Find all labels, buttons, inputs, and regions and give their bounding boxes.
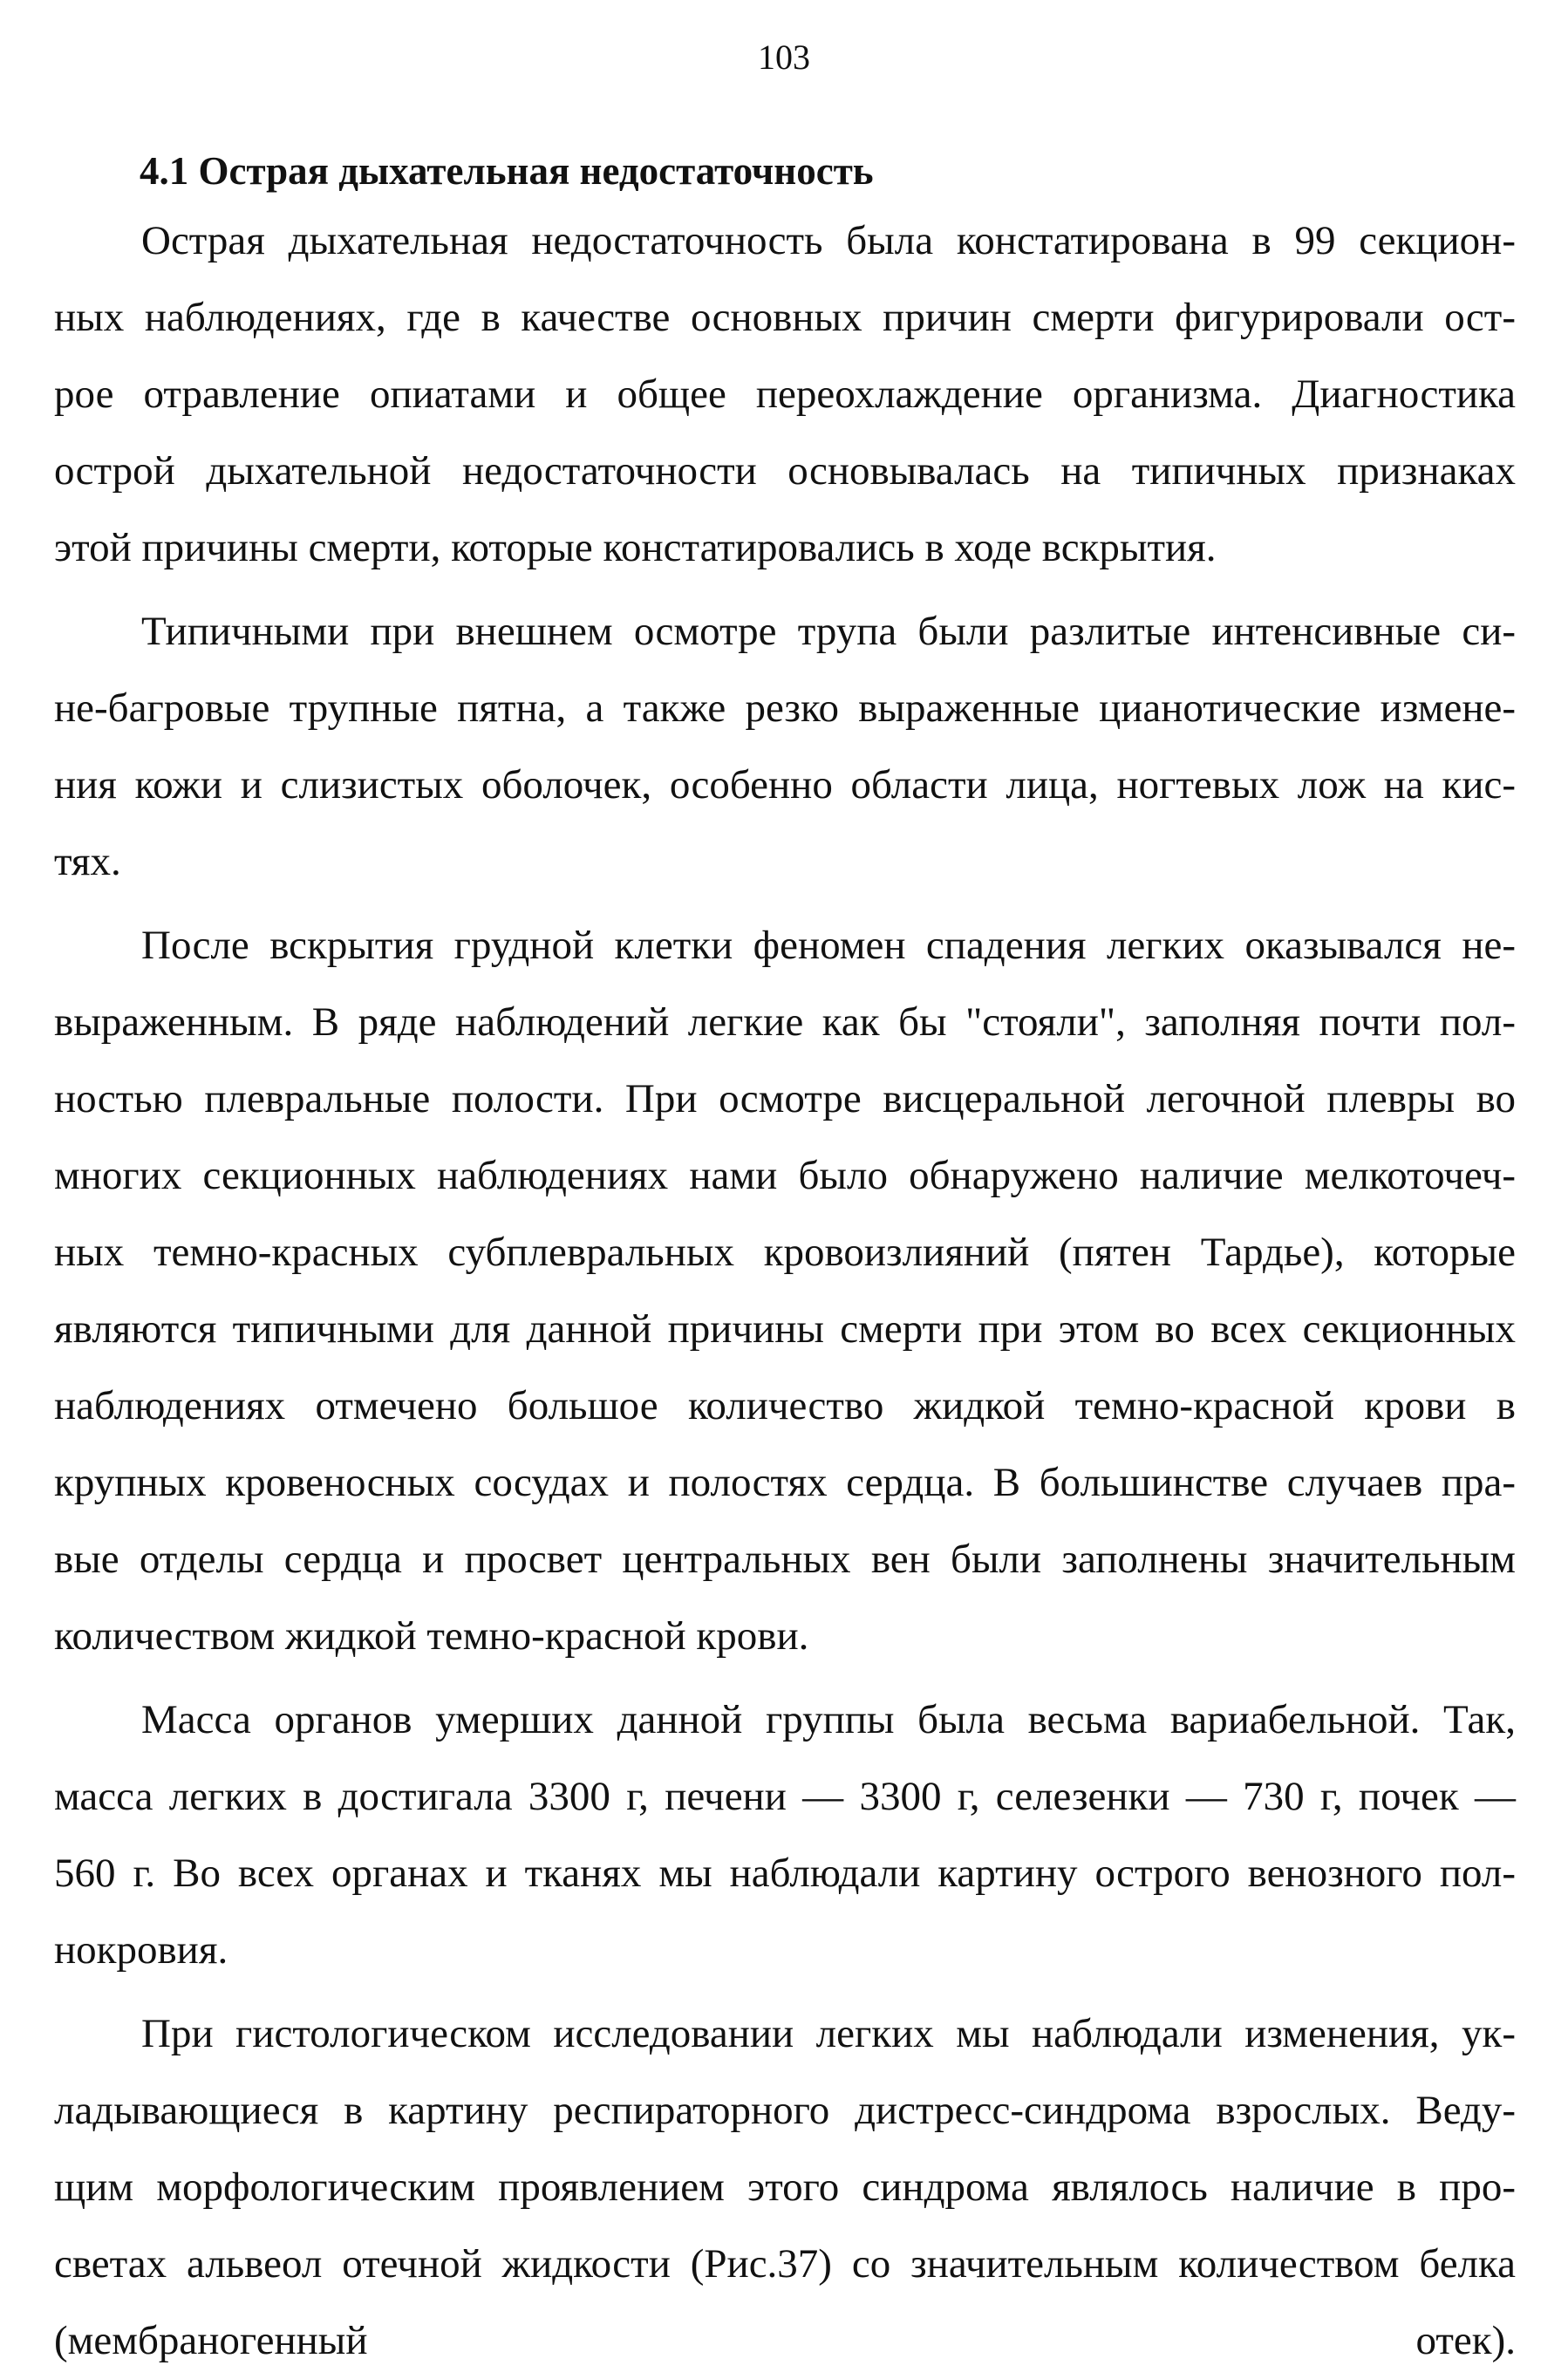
paragraph-line: 560 г. Во всех органах и тканях мы наблюдали картину острого венозного пол- bbox=[54, 1851, 1516, 1896]
paragraph-line: тях. bbox=[54, 839, 121, 884]
paragraph-line: вые отделы сердца и просвет центральных вен были заполнены значительным bbox=[54, 1537, 1516, 1582]
paragraph-line: выраженным. В ряде наблюдений легкие как бы "стояли", заполняя почти пол- bbox=[54, 999, 1516, 1045]
final-line-right: отек). bbox=[1415, 2318, 1516, 2363]
paragraph bbox=[54, 907, 1516, 1674]
section-heading: 4.1 Острая дыхательная недостаточность bbox=[140, 149, 874, 193]
paragraph-line: щим морфологическим проявлением этого синдрома являлось наличие в про- bbox=[54, 2164, 1516, 2210]
paragraph-line: острой дыхательной недостаточности основывалась на типичных признаках bbox=[54, 448, 1516, 494]
paragraph-line: являются типичными для данной причины смерти при этом во всех секционных bbox=[54, 1306, 1516, 1352]
paragraph-line: Типичными при внешнем осмотре трупа были разлитые интенсивные си- bbox=[141, 609, 1516, 654]
document-body bbox=[54, 140, 1516, 2379]
paragraphs bbox=[54, 202, 1516, 2379]
paragraph-line: рое отравление опиатами и общее переохлаждение организма. Диагностика bbox=[54, 372, 1516, 417]
paragraph-line: этой причины смерти, которые констатировались в ходе вскрытия. bbox=[54, 525, 1217, 570]
paragraph-line: Масса органов умерших данной группы была весьма вариабельной. Так, bbox=[141, 1697, 1516, 1742]
paragraph bbox=[54, 1995, 1516, 2379]
paragraph-final-line bbox=[54, 2302, 1516, 2379]
paragraph-line: ладывающиеся в картину респираторного дистресс-синдрома взрослых. Веду- bbox=[54, 2088, 1516, 2133]
paragraph-line: крупных кровеносных сосудах и полостях сердца. В большинстве случаев пра- bbox=[54, 1460, 1516, 1505]
paragraph-line: При гистологическом исследовании легких мы наблюдали изменения, ук- bbox=[141, 2011, 1516, 2056]
final-line-left: (мембраногенный bbox=[54, 2318, 368, 2363]
paragraph-line: масса легких в достигала 3300 г, печени — 3300 г, селезенки — 730 г, почек — bbox=[54, 1774, 1516, 1819]
paragraph bbox=[54, 202, 1516, 586]
paragraph-line: Острая дыхательная недостаточность была констатирована в 99 секцион- bbox=[141, 218, 1516, 263]
paragraph-line: количеством жидкой темно-красной крови. bbox=[54, 1613, 809, 1659]
paragraph-line: ных наблюдениях, где в качестве основных причин смерти фигурировали ост- bbox=[54, 295, 1516, 340]
paragraph-line: светах альвеол отечной жидкости (Рис.37) со значительным количеством белка bbox=[54, 2241, 1516, 2287]
page-number: 103 bbox=[758, 37, 810, 77]
paragraph-line: ностью плевральные полости. При осмотре висцеральной легочной плевры во bbox=[54, 1076, 1516, 1121]
paragraph-line: не-багровые трупные пятна, а также резко выраженные цианотические измене- bbox=[54, 685, 1516, 731]
paragraph-line: многих секционных наблюдениях нами было обнаружено наличие мелкоточеч- bbox=[54, 1153, 1516, 1198]
paragraph-line: нокровия. bbox=[54, 1927, 228, 1973]
paragraph-line: После вскрытия грудной клетки феномен спадения легких оказывался не- bbox=[141, 923, 1516, 968]
paragraph-line: наблюдениях отмечено большое количество жидкой темно-красной крови в bbox=[54, 1383, 1516, 1428]
paragraph-line: ных темно-красных субплевральных кровоизлияний (пятен Тардье), которые bbox=[54, 1230, 1516, 1275]
paragraph-line: ния кожи и слизистых оболочек, особенно области лица, ногтевых лож на кис- bbox=[54, 762, 1516, 808]
paragraph bbox=[54, 593, 1516, 900]
paragraph bbox=[54, 1681, 1516, 1988]
